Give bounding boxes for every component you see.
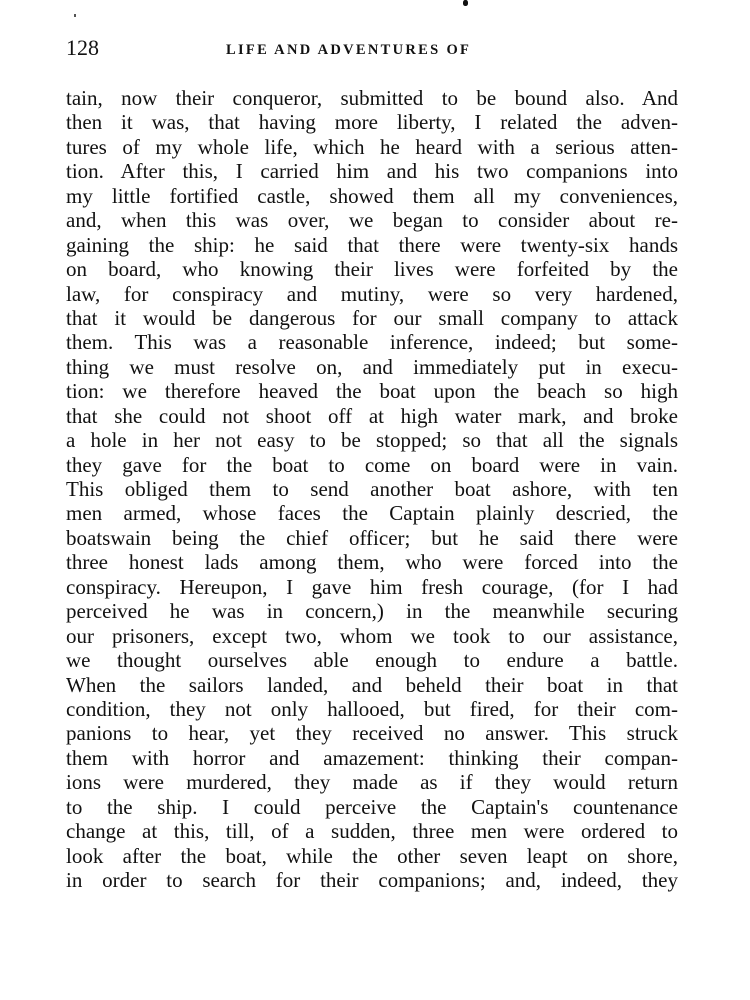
- text-line: they gave for the boat to come on board were in vain.: [66, 452, 678, 477]
- text-line: tain, now their conqueror, submitted to be bound also. And: [66, 86, 678, 110]
- text-line: on board, who knowing their lives were forfeited by the: [66, 257, 678, 282]
- text-line: them. This was a reasonable inference, indeed; but some-: [66, 330, 678, 355]
- text-line: look after the boat, while the other seven leapt on shore,: [66, 843, 678, 868]
- text-line: change at this, till, of a sudden, three men were ordered to: [66, 819, 678, 844]
- text-line: that it would be dangerous for our small company to attack: [66, 305, 678, 330]
- text-line: This obliged them to send another boat ashore, with ten: [66, 477, 678, 501]
- text-line: tion. After this, I carried him and his two companions into: [66, 159, 678, 184]
- text-line: When the sailors landed, and beheld their boat in that: [66, 672, 678, 697]
- text-line: my little fortified castle, showed them all my conveniences,: [66, 183, 678, 208]
- text-line: to the ship. I could perceive the Captain's countenance: [66, 794, 678, 819]
- text-line: gaining the ship: he said that there were twenty-six hands: [66, 232, 678, 257]
- text-line: thing we must resolve on, and immediately put in execu-: [66, 354, 678, 379]
- body-text: [66, 86, 678, 892]
- text-line: in order to search for their companions; and, indeed, they: [66, 868, 678, 892]
- text-line: tures of my whole life, which he heard with a serious atten-: [66, 134, 678, 159]
- ink-mark: [74, 14, 76, 17]
- page-header: [66, 34, 678, 64]
- text-line: tion: we therefore heaved the boat upon the beach so high: [66, 379, 678, 404]
- text-line: them with horror and amazement: thinking their compan-: [66, 745, 678, 770]
- text-line: boatswain being the chief officer; but he said there were: [66, 525, 678, 550]
- text-line: then it was, that having more liberty, I related the adven-: [66, 110, 678, 135]
- text-line: and, when this was over, we began to consider about re-: [66, 208, 678, 233]
- text-line: conspiracy. Hereupon, I gave him fresh courage, (for I had: [66, 574, 678, 599]
- text-line: panions to hear, yet they received no answer. This struck: [66, 721, 678, 746]
- running-title: LIFE AND ADVENTURES OF: [226, 42, 472, 58]
- text-line: we thought ourselves able enough to endure a battle.: [66, 648, 678, 673]
- text-line: condition, they not only hallooed, but fired, for their com-: [66, 696, 678, 721]
- text-line: that she could not shoot off at high water mark, and broke: [66, 403, 678, 428]
- text-line: perceived he was in concern,) in the meanwhile securing: [66, 599, 678, 624]
- text-line: ions were murdered, they made as if they would return: [66, 770, 678, 795]
- text-line: men armed, whose faces the Captain plainly descried, the: [66, 501, 678, 526]
- page-number: 128: [66, 35, 99, 60]
- ink-speck: [463, 0, 468, 6]
- text-line: three honest lads among them, who were forced into the: [66, 550, 678, 575]
- text-line: our prisoners, except two, whom we took to our assistance,: [66, 623, 678, 648]
- text-line: a hole in her not easy to be stopped; so that all the signals: [66, 428, 678, 453]
- text-line: law, for conspiracy and mutiny, were so very hardened,: [66, 281, 678, 306]
